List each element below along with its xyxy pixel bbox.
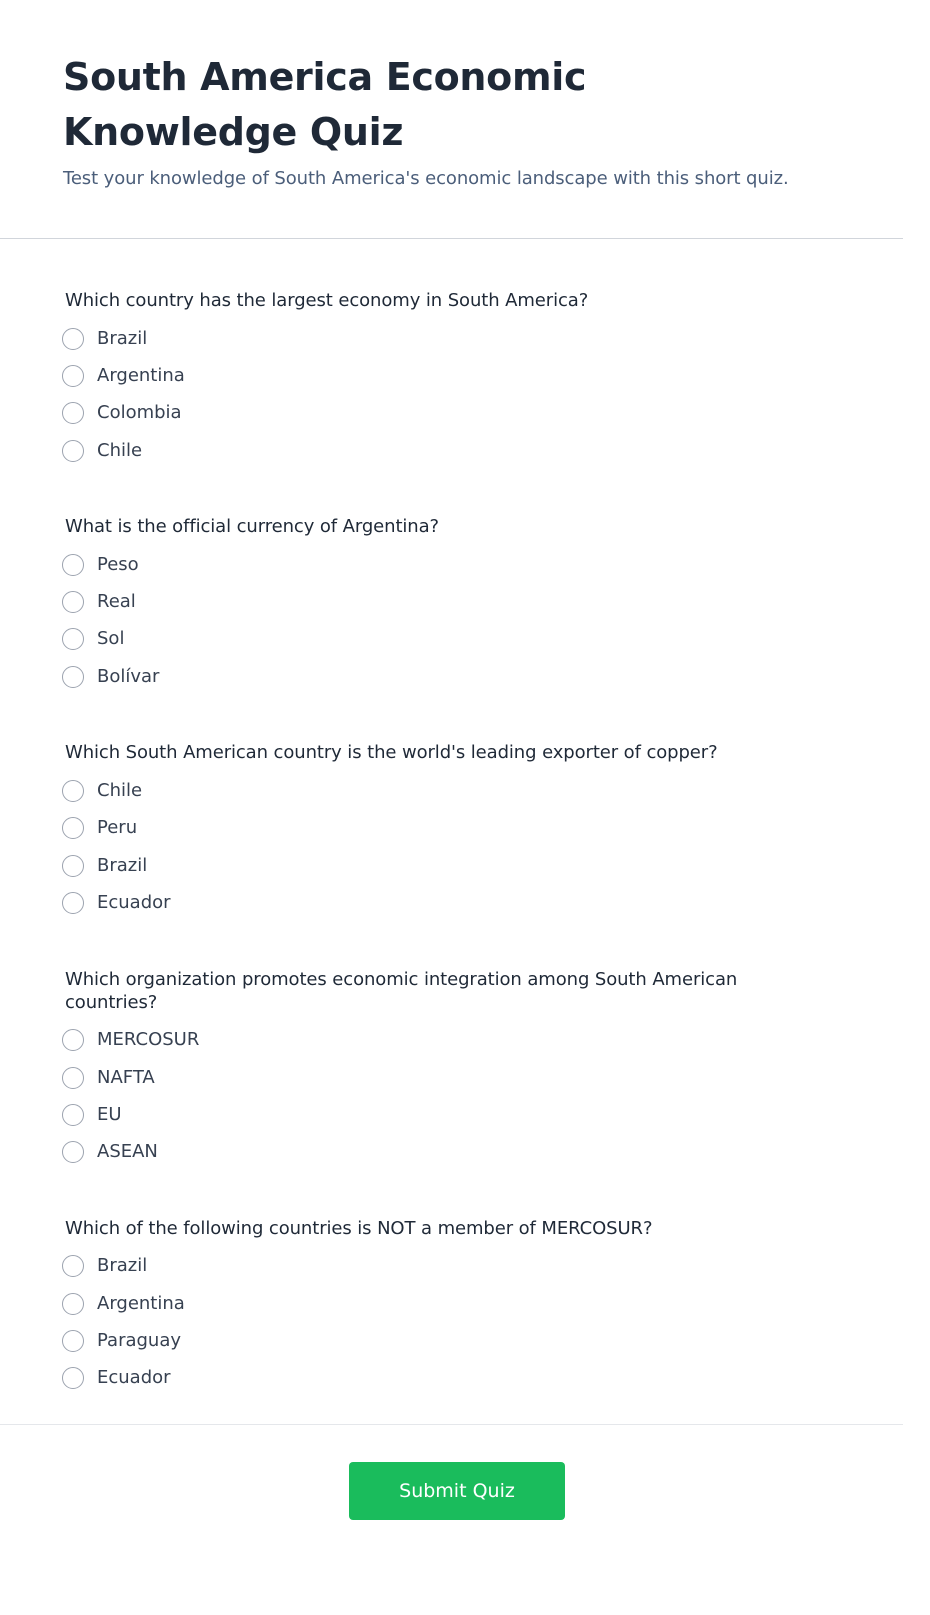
question-text: Which of the following countries is NOT a member of MERCOSUR? bbox=[65, 1217, 653, 1239]
option-q3-brazil[interactable] bbox=[65, 847, 838, 884]
option-q1-chile[interactable] bbox=[65, 432, 838, 469]
option-q2-peso[interactable] bbox=[65, 546, 838, 583]
page-title: South America Economic Knowledge Quiz bbox=[63, 55, 587, 154]
question-3 bbox=[65, 741, 838, 921]
option-label: Argentina bbox=[97, 364, 185, 386]
option-q3-ecuador[interactable] bbox=[65, 884, 838, 921]
question-text: Which organization promotes economic integration among South American countries? bbox=[65, 968, 738, 1013]
radio-button[interactable] bbox=[62, 365, 84, 387]
quiz-footer bbox=[0, 1425, 903, 1615]
question-5 bbox=[65, 1217, 838, 1397]
question-text: Which South American country is the world's leading exporter of copper? bbox=[65, 742, 718, 764]
question-text: What is the official currency of Argentina? bbox=[65, 516, 439, 538]
option-q1-colombia[interactable] bbox=[65, 395, 838, 432]
option-q1-argentina[interactable] bbox=[65, 357, 838, 394]
option-q2-sol[interactable] bbox=[65, 621, 838, 658]
radio-button[interactable] bbox=[62, 328, 84, 350]
radio-button[interactable] bbox=[62, 1141, 84, 1163]
option-q3-chile[interactable] bbox=[65, 772, 838, 809]
radio-button[interactable] bbox=[62, 1029, 84, 1051]
question-4 bbox=[65, 968, 838, 1171]
option-q3-peru[interactable] bbox=[65, 810, 838, 847]
radio-button[interactable] bbox=[62, 1330, 84, 1352]
option-q4-nafta[interactable] bbox=[65, 1059, 838, 1096]
radio-button[interactable] bbox=[62, 1067, 84, 1089]
page-subtitle: Test your knowledge of South America's economic landscape with this short quiz. bbox=[63, 168, 789, 189]
option-q4-eu[interactable] bbox=[65, 1096, 838, 1133]
option-label: Argentina bbox=[97, 1292, 185, 1314]
question-text: Which country has the largest economy in South America? bbox=[65, 290, 589, 311]
radio-button[interactable] bbox=[62, 1104, 84, 1126]
radio-button[interactable] bbox=[62, 440, 84, 462]
radio-button[interactable] bbox=[62, 1255, 84, 1277]
option-label: Paraguay bbox=[97, 1329, 182, 1351]
radio-button[interactable] bbox=[62, 666, 84, 688]
option-label: Sol bbox=[97, 628, 125, 650]
radio-button[interactable] bbox=[62, 1367, 84, 1389]
radio-button[interactable] bbox=[62, 855, 84, 877]
option-q2-real[interactable] bbox=[65, 583, 838, 620]
submit-quiz-button[interactable]: Submit Quiz bbox=[349, 1462, 565, 1520]
option-label: Ecuador bbox=[97, 1367, 171, 1389]
radio-button[interactable] bbox=[62, 817, 84, 839]
radio-button[interactable] bbox=[62, 892, 84, 914]
option-label: EU bbox=[97, 1103, 122, 1125]
option-label: Peso bbox=[97, 553, 139, 575]
option-q5-ecuador[interactable] bbox=[65, 1360, 838, 1397]
option-label: Chile bbox=[97, 439, 143, 461]
option-label: NAFTA bbox=[97, 1066, 155, 1088]
question-2 bbox=[65, 515, 838, 695]
option-q4-asean[interactable] bbox=[65, 1133, 838, 1170]
option-q5-argentina[interactable] bbox=[65, 1285, 838, 1322]
option-label: Brazil bbox=[97, 327, 148, 349]
option-label: Real bbox=[97, 591, 136, 613]
radio-button[interactable] bbox=[62, 1293, 84, 1315]
option-label: Brazil bbox=[97, 854, 148, 876]
option-q5-paraguay[interactable] bbox=[65, 1322, 838, 1359]
questions-list bbox=[0, 239, 903, 1425]
radio-button[interactable] bbox=[62, 591, 84, 613]
option-label: MERCOSUR bbox=[97, 1029, 200, 1051]
option-q1-brazil[interactable] bbox=[65, 320, 838, 357]
option-label: Brazil bbox=[97, 1255, 148, 1277]
option-label: Ecuador bbox=[97, 891, 171, 913]
quiz-header bbox=[0, 0, 903, 239]
radio-button[interactable] bbox=[62, 402, 84, 424]
option-q5-brazil[interactable] bbox=[65, 1248, 838, 1285]
option-q2-bolivar[interactable] bbox=[65, 658, 838, 695]
option-label: Peru bbox=[97, 817, 138, 839]
radio-button[interactable] bbox=[62, 628, 84, 650]
radio-button[interactable] bbox=[62, 780, 84, 802]
option-label: Chile bbox=[97, 780, 143, 802]
option-q4-mercosur[interactable] bbox=[65, 1022, 838, 1059]
option-label: Colombia bbox=[97, 402, 182, 424]
radio-button[interactable] bbox=[62, 554, 84, 576]
option-label: ASEAN bbox=[97, 1141, 158, 1163]
option-label: Bolívar bbox=[97, 665, 160, 687]
question-1 bbox=[65, 289, 838, 469]
